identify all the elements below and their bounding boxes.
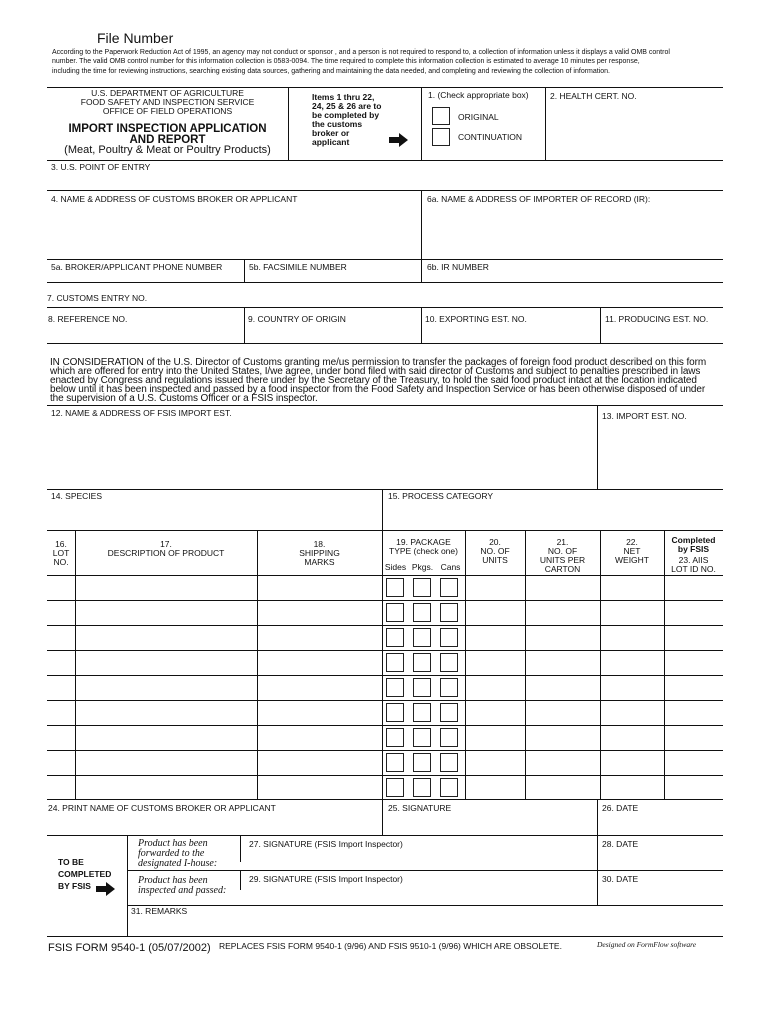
table-row	[47, 650, 723, 651]
forwarded-note: Product has been	[138, 838, 208, 849]
rule	[288, 87, 289, 160]
col-21-header: CARTON	[544, 564, 581, 574]
col-19-header-text: TYPE (check one)	[389, 546, 458, 556]
rule	[47, 489, 723, 490]
field-5b-label: 5b. FACSIMILE NUMBER	[249, 262, 347, 272]
items-note-line: Items 1 thru 22,	[312, 92, 375, 102]
cans-checkbox[interactable]	[440, 778, 458, 797]
form-id: FSIS FORM 9540-1 (05/07/2002)	[48, 942, 211, 954]
rule	[47, 160, 723, 161]
field-14-label: 14. SPECIES	[51, 491, 103, 501]
consideration-line-5: the supervision of a U.S. Customs Officer or a FSIS inspector.	[50, 393, 318, 404]
cans-checkbox[interactable]	[440, 653, 458, 672]
table-row	[47, 750, 723, 751]
col-19-sides: Sides	[384, 562, 407, 572]
fsis-label-to-be: TO BE	[58, 857, 84, 867]
field-5a-label: 5a. BROKER/APPLICANT PHONE NUMBER	[51, 262, 223, 272]
field-27-label: 27. SIGNATURE (FSIS Import Inspector)	[249, 839, 403, 849]
forwarded-note: forwarded to the	[138, 848, 205, 859]
field-24-label: 24. PRINT NAME OF CUSTOMS BROKER OR APPLICANT	[48, 803, 276, 813]
arrow-right-icon	[96, 882, 116, 896]
field-30-label: 30. DATE	[602, 874, 639, 884]
col-16-header: NO.	[53, 557, 69, 567]
sides-checkbox[interactable]	[386, 703, 404, 722]
pkgs-checkbox[interactable]	[413, 728, 431, 747]
rule	[257, 530, 258, 799]
rule	[382, 799, 383, 835]
cans-checkbox[interactable]	[440, 678, 458, 697]
sides-checkbox[interactable]	[386, 578, 404, 597]
continuation-checkbox[interactable]	[432, 128, 450, 146]
rule	[465, 530, 466, 799]
field-26-label: 26. DATE	[602, 803, 639, 813]
table-row	[47, 775, 723, 776]
table-row	[47, 625, 723, 626]
rule	[600, 307, 601, 343]
designed-note: Designed on FormFlow software	[597, 940, 697, 949]
original-checkbox[interactable]	[432, 107, 450, 125]
col-22-header: NET	[623, 546, 641, 556]
field-15-label: 15. PROCESS CATEGORY	[388, 491, 494, 501]
field-7-label: 7. CUSTOMS ENTRY NO.	[47, 293, 148, 303]
col-17-header: 17.	[160, 539, 172, 549]
rule	[382, 489, 383, 799]
arrow-right-icon	[389, 133, 409, 147]
rule	[47, 282, 723, 283]
inspected-note: inspected and passed:	[138, 885, 227, 896]
rule	[47, 307, 723, 308]
consideration-line-1: IN CONSIDERATION of the U.S. Director of Customs granting me/us permission to transfer the packages of foreign food product described on this form	[50, 357, 707, 368]
paperwork-notice-line-2: number. The valid OMB control number for this information collection is 0583-0094. The time required to complete this information collection is estimated to average 10 minutes per response,	[52, 58, 640, 65]
col-16-header: 16.	[55, 539, 67, 549]
pkgs-checkbox[interactable]	[413, 753, 431, 772]
continuation-option-label: CONTINUATION	[458, 132, 523, 142]
pkgs-checkbox[interactable]	[413, 703, 431, 722]
table-row	[47, 725, 723, 726]
sides-checkbox[interactable]	[386, 653, 404, 672]
agency-line-2: FOOD SAFETY AND INSPECTION SERVICE	[80, 97, 255, 107]
col-22-header: WEIGHT	[615, 555, 649, 565]
rule	[600, 530, 601, 799]
cans-checkbox[interactable]	[440, 728, 458, 747]
rule	[47, 835, 723, 836]
cans-checkbox[interactable]	[440, 628, 458, 647]
rule	[421, 87, 422, 160]
field-13-label: 13. IMPORT EST. NO.	[602, 411, 687, 421]
rule	[244, 307, 245, 343]
field-12-label: 12. NAME & ADDRESS OF FSIS IMPORT EST.	[51, 408, 232, 418]
rule	[47, 259, 723, 260]
col-18-header: SHIPPING	[299, 548, 340, 558]
items-note-line: applicant	[312, 137, 350, 147]
consideration-line-2: which are offered for entry into the United States, I/we agree, under bond filed with said director of Customs and subject to penalties prescribed in laws	[50, 366, 701, 377]
col-23-header: by FSIS	[677, 544, 710, 554]
field-29-label: 29. SIGNATURE (FSIS Import Inspector)	[249, 874, 403, 884]
items-note-line: 24, 25 & 26 are to	[312, 101, 382, 111]
table-row	[47, 700, 723, 701]
consideration-line-4: below until it has been inspected and passed by a food inspector from the Food Safety and Inspection Service or has been otherwise disposed of under	[50, 384, 706, 395]
cans-checkbox[interactable]	[440, 753, 458, 772]
col-23-header: LOT ID NO.	[671, 564, 716, 574]
col-20-header: NO. OF	[480, 546, 510, 556]
rule	[597, 405, 598, 489]
pkgs-checkbox[interactable]	[413, 678, 431, 697]
pkgs-checkbox[interactable]	[413, 578, 431, 597]
field-6a-label: 6a. NAME & ADDRESS OF IMPORTER OF RECORD (IR):	[427, 194, 651, 204]
col-20-header: UNITS	[482, 555, 508, 565]
fsis-label-by-fsis: BY FSIS	[58, 881, 91, 891]
field-28-label: 28. DATE	[602, 839, 639, 849]
agency-line-1: U.S. DEPARTMENT OF AGRICULTURE	[91, 88, 244, 98]
rule	[127, 870, 723, 871]
col-19-cans: Cans	[440, 562, 461, 572]
rule	[47, 530, 723, 531]
forwarded-note: designated I-house:	[138, 858, 218, 869]
col-23-header: Completed	[671, 535, 716, 545]
rule	[597, 799, 598, 905]
field-8-label: 8. REFERENCE NO.	[48, 314, 128, 324]
items-note-line: be completed by	[312, 110, 380, 120]
cans-checkbox[interactable]	[440, 603, 458, 622]
sides-checkbox[interactable]	[386, 753, 404, 772]
items-note-line: the customs	[312, 119, 363, 129]
field-2-label: 2. HEALTH CERT. NO.	[550, 91, 637, 101]
field-9-label: 9. COUNTRY OF ORIGIN	[248, 314, 346, 324]
sides-checkbox[interactable]	[386, 628, 404, 647]
col-16-header: LOT	[52, 548, 70, 558]
col-19-header	[382, 547, 465, 556]
pkgs-checkbox[interactable]	[413, 653, 431, 672]
form-title: IMPORT INSPECTION APPLICATION	[68, 123, 267, 135]
field-11-label: 11. PRODUCING EST. NO.	[605, 314, 709, 324]
paperwork-notice-line-1: According to the Paperwork Reduction Act of 1995, an agency may not conduct or sponsor , and a person is not required to respond to, a collection of information unless it displays a valid OMB control	[52, 49, 670, 56]
fsis-label-completed: COMPLETED	[58, 869, 112, 879]
agency-line-3: OFFICE OF FIELD OPERATIONS	[102, 106, 233, 116]
pkgs-checkbox[interactable]	[413, 603, 431, 622]
rule	[127, 905, 723, 906]
col-19-pkgs: Pkgs.	[411, 562, 434, 572]
col-18-header: 18.	[313, 539, 326, 549]
form-title-line-2: AND REPORT	[129, 134, 206, 146]
original-option-label: ORIGINAL	[458, 112, 499, 122]
replaces-note: REPLACES FSIS FORM 9540-1 (9/96) AND FSIS 9510-1 (9/96) WHICH ARE OBSOLETE.	[219, 941, 562, 951]
sides-checkbox[interactable]	[386, 778, 404, 797]
sides-checkbox[interactable]	[386, 603, 404, 622]
col-23-header: 23. AIIS	[678, 555, 709, 565]
field-1-label: 1. (Check appropriate box)	[428, 90, 529, 100]
rule	[75, 530, 76, 799]
sides-checkbox[interactable]	[386, 678, 404, 697]
col-18-header: MARKS	[304, 557, 335, 567]
col-20-header: 20.	[489, 537, 501, 547]
rule	[421, 190, 422, 282]
rule	[127, 835, 128, 936]
table-row	[47, 600, 723, 601]
rule	[47, 405, 723, 406]
cans-checkbox[interactable]	[440, 703, 458, 722]
rule	[545, 87, 546, 160]
inspected-note: Product has been	[138, 875, 208, 886]
rule	[240, 870, 241, 890]
cans-checkbox[interactable]	[440, 578, 458, 597]
field-31-label: 31. REMARKS	[131, 906, 188, 916]
form-subtitle: (Meat, Poultry & Meat or Poultry Products)	[64, 144, 271, 156]
col-17-header: DESCRIPTION OF PRODUCT	[107, 548, 225, 558]
col-21-header: UNITS PER	[539, 555, 586, 565]
table-row	[47, 675, 723, 676]
field-4-label: 4. NAME & ADDRESS OF CUSTOMS BROKER OR APPLICANT	[51, 194, 298, 204]
field-10-label: 10. EXPORTING EST. NO.	[425, 314, 527, 324]
consideration-line-3: enacted by Congress and regulations issued there under by the Secretary of the Treasury, to hold the said food product intact at the location indicated	[50, 375, 697, 386]
field-3-label: 3. U.S. POINT OF ENTRY	[51, 162, 151, 172]
rule	[47, 575, 723, 576]
items-note-line: broker or	[312, 128, 350, 138]
col-21-header: 21.	[556, 537, 569, 547]
col-21-header: NO. OF	[547, 546, 578, 556]
field-6b-label: 6b. IR NUMBER	[427, 262, 489, 272]
field-25-label: 25. SIGNATURE	[388, 803, 452, 813]
rule	[244, 259, 245, 282]
paperwork-notice-line-3: including the time for reviewing instructions, searching existing data sources, gathering and maintaining the data needed, and completing and reviewing the collection of information.	[52, 68, 610, 75]
rule	[47, 799, 723, 800]
col-22-header: 22.	[626, 537, 638, 547]
pkgs-checkbox[interactable]	[413, 628, 431, 647]
rule	[240, 835, 241, 862]
sides-checkbox[interactable]	[386, 728, 404, 747]
file-number-label: File Number	[97, 30, 174, 46]
rule	[421, 307, 422, 343]
pkgs-checkbox[interactable]	[413, 778, 431, 797]
rule	[47, 190, 723, 191]
col-19-header: 19. PACKAGE	[396, 537, 451, 547]
rule	[47, 343, 723, 344]
rule	[47, 936, 723, 937]
